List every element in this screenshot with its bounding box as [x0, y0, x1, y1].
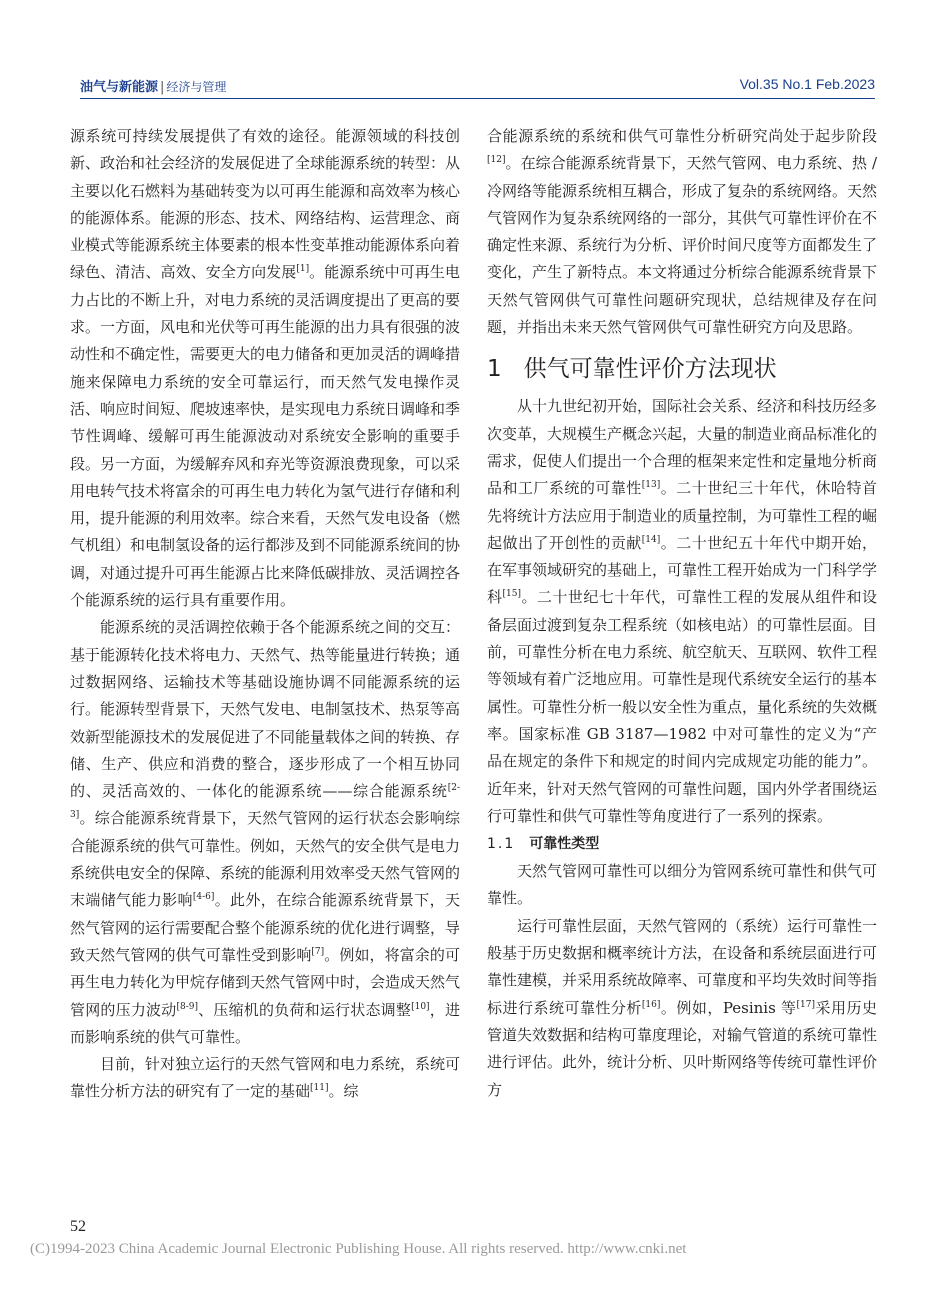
header-rule — [80, 98, 875, 99]
running-header — [80, 76, 875, 98]
paragraph — [70, 1051, 460, 1106]
issue-info: Vol.35 No.1 Feb.2023 — [739, 76, 875, 92]
text: 。此外，在综合能源系统背景下，天然气管网的运行需要配合整个能源系统的优化进行调整，导致天然气管网的供气可靠性受到影响 — [70, 891, 461, 964]
text: ，进而影响系统的供气可靠性。 — [70, 1000, 460, 1046]
copyright-watermark: (C)1994-2023 China Academic Journal Electronic Publishing House. All rights reserved. http://www.cnki.net — [30, 1241, 687, 1257]
citation: [17] — [796, 999, 816, 1010]
text: 、压缩机的负荷和运行状态调整 — [197, 1000, 412, 1019]
text: 。二十世纪五十年代中期开始，在军事领域研究的基础上，可靠性工程开始成为一门科学学科 — [487, 533, 878, 607]
citation: [4-6] — [192, 892, 215, 903]
text: 。能源系统中可再生电力占比的不断上升，对电力系统的灵活调度提出了更高的要求。一方面，风电和光伏等可再生能源的出力具有很强的波动性和不确定性，需要更大的电力储备和更加灵活的调峰措施来保障电力系统的安全可靠运行，而天然气发电操作灵活、响应时间短、爬坡速率快，是实现电力系统日调峰和季节性调峰、缓解可再生能源波动对系统安全影响的重要手段。另一方面，为缓解弃风和弃光等资源浪费现象，可以采用电转气技术将富余的可再生电力转化为氢气进行存储和利用，提升能源的利用效率。综合来看，天然气发电设备（燃气机组）和电制氢设备的运行都涉及到不同能源系统间的协调，对通过提升可再生能源占比来降低碳排放、灵活调控各个能源系统的运行具有重要作用。 — [70, 263, 461, 610]
section-tag: 经济与管理 — [166, 80, 227, 94]
subsection-number: 1.1 — [487, 836, 516, 853]
section-title: 供气可靠性评价方法现状 — [523, 356, 777, 383]
text: 。在综合能源系统背景下，天然气管网、电力系统、热 / 冷网络等能源系统相互耦合，形成了复杂的系统网络。天然气管网作为复杂系统网络的一部分，其供气可靠性评价在不确定性来源、系统行为分析、评价时间尺度等方面都发生了变化，产生了新特点。本文将通过分析综合能源系统背景下天然气管网供气可靠性问题研究现状，总结规律及存在问题，并指出未来天然气管网供气可靠性研究方向及思路。 — [487, 154, 878, 337]
paragraph — [487, 123, 877, 341]
paragraph — [487, 393, 877, 830]
section-number: 1 — [487, 356, 502, 383]
text: 从十九世纪初开始，国际社会关系、经济和科技历经多次变革，大规模生产概念兴起，大量的制造业商品标准化的需求，促使人们提出一个合理的框架来定性和定量地分析商品和工厂系统的可靠性 — [487, 397, 878, 498]
section-heading — [487, 349, 877, 389]
text: 目前，针对独立运行的天然气管网和电力系统，系统可靠性分析方法的研究有了一定的基础 — [70, 1055, 461, 1101]
text: 。例如，将富余的可再生电力转化为甲烷存储到天然气管网中时，会造成天然气管网的压力波动 — [70, 945, 461, 1019]
text: 能源系统的灵活调控依赖于各个能源系统之间的交互：基于能源转化技术将电力、天然气、热等能量进行转换；通过数据网络、运输技术等基础设施协调不同能源系统的运行。能源转型背景下，天然气发电、电制氢技术、热泵等高效新型能源技术的发展促进了不同能量载体之间的转换、存储、生产、供应和消费的整合，逐步形成了一个相互协同的、灵活高效的、一体化的能源系统——综合能源系统 — [70, 618, 461, 801]
right-column — [487, 123, 877, 1104]
text: 天然气管网可靠性可以细分为管网系统可靠性和供气可靠性。 — [487, 862, 878, 908]
text: 。例如，Pesinis 等 — [660, 998, 797, 1017]
citation: [16] — [641, 999, 661, 1010]
citation: [13] — [641, 480, 661, 491]
subsection-heading — [487, 830, 877, 858]
citation: [8-9] — [176, 1001, 198, 1012]
paragraph — [487, 913, 877, 1104]
text: 运行可靠性层面，天然气管网的（系统）运行可靠性一般基于历史数据和概率统计方法，在设备和系统层面进行可靠性建模，并采用系统故障率、可靠度和平均失效时间等指标进行系统可靠性分析 — [487, 916, 878, 1017]
citation: [14] — [641, 534, 661, 545]
text: 。综合能源系统背景下，天然气管网的运行状态会影响综合能源系统的供气可靠性。例如，天然气的安全供气是电力系统供电安全的保障、系统的能源利用效率受天然气管网的末端储气能力影响 — [70, 809, 461, 910]
subsection-title: 可靠性类型 — [529, 836, 600, 853]
text: 合能源系统的系统和供气可靠性分析研究尚处于起步阶段 — [487, 127, 877, 145]
left-column — [70, 123, 460, 1106]
text: 。二十世纪三十年代，休哈特首先将统计方法应用于制造业的质量控制，为可靠性工程的崛起做出了开创性的贡献 — [487, 479, 878, 552]
text: 采用历史管道失效数据和结构可靠度理论，对输气管道的系统可靠性进行评估。此外，统计分析、贝叶斯网络等传统可靠性评价方 — [487, 998, 878, 1099]
text: 。综 — [328, 1082, 359, 1101]
citation: [1] — [296, 264, 310, 275]
paragraph — [70, 614, 460, 1051]
header-separator: | — [160, 80, 165, 95]
citation: [11] — [310, 1083, 329, 1094]
paragraph — [70, 123, 460, 614]
journal-name — [80, 76, 226, 95]
journal-title: 油气与新能源 — [80, 80, 159, 95]
text: 。二十世纪七十年代，可靠性工程的发展从组件和设备层面过渡到复杂工程系统（如核电站）的可靠性层面。目前，可靠性分析在电力系统、航空航天、互联网、软件工程等领域有着广泛地应用。可靠性是现代系统安全运行的基本属性。可靠性分析一般以安全性为重点，量化系统的失效概率。国家标准 GB 3187—1982 中对可靠性的定义为“产品在规定的条件下和规定的时间内完成规定功能的能力”。近年来，针对天然气管网的可靠性问题，国内外学者围绕运行可靠性和供气可靠性等角度进行了一系列的探索。 — [487, 588, 878, 825]
citation: [15] — [502, 589, 521, 600]
citation: [7] — [311, 946, 325, 957]
paragraph — [487, 858, 877, 913]
text: 源系统可持续发展提供了有效的途径。能源领域的科技创新、政治和社会经济的发展促进了全球能源系统的转型：从主要以化石燃料为基础转变为以可再生能源和高效率为核心的能源体系。能源的形态、技术、网络结构、运营理念、商业模式等能源系统主体要素的根本性变革推动能源体系向着绿色、清洁、高效、安全方向发展 — [70, 127, 461, 282]
citation: [2-3] — [70, 783, 460, 821]
citation: [12] — [487, 155, 506, 166]
citation: [10] — [411, 1001, 430, 1012]
page-number: 52 — [70, 1218, 86, 1235]
